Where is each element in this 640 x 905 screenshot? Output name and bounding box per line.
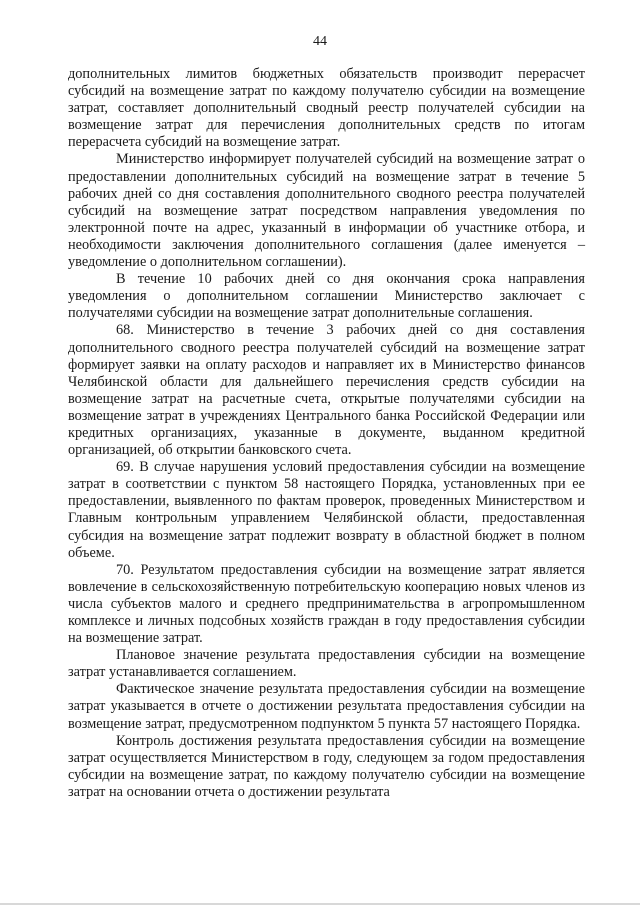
paragraph: Плановое значение результата предоставления субсидии на возмещение затрат устанавливается соглашением. [68,647,585,681]
document-body [68,66,585,801]
paragraph-item-70: 70. Результатом предоставления субсидии на возмещение затрат является вовлечение в сельскохозяйственную потребительскую кооперацию новых членов из числа субъектов малого и среднего предпринимательства в агропромышленном комплексе и личных подсобных хозяйств граждан в году предоставления субсидии на возмещение затрат. [68,561,585,647]
paragraph: Министерство информирует получателей субсидий на возмещение затрат о предоставлении дополнительных субсидий на возмещение затрат в течение 5 рабочих дней со дня составления дополнительного сводного реестра получателей субсидий на возмещение затрат посредством направления уведомления по электронной почте на адрес, указанный в информации об участнике отбора, и необходимости заключения дополнительного соглашения (далее именуется – уведомление о дополнительном соглашении). [68,151,585,271]
page-number: 44 [313,34,327,49]
paragraph-item-68: 68. Министерство в течение 3 рабочих дней со дня составления дополнительного сводного реестра получателей субсидий на возмещение затрат формирует заявки на оплату расходов и направляет их в Министерство финансов Челябинской области для дальнейшего перечисления средств субсидии на возмещение затрат на расчетные счета, открытые получателями субсидии на возмещение затрат в учреждениях Центрального банка Российской Федерации или кредитных организациях, указанные в документе, выданном кредитной организацией, об открытии банковского счета. [68,322,585,459]
paragraph: Контроль достижения результата предоставления субсидии на возмещение затрат осуществляется Министерством в году, следующем за годом предоставления субсидии на возмещение затрат, по каждому получателю субсидии на возмещение затрат на основании отчета о достижении результата [68,732,585,800]
paragraph-item-69: 69. В случае нарушения условий предоставления субсидии на возмещение затрат в соответствии с пунктом 58 настоящего Порядка, установленных при ее предоставлении, выявленного по фактам проверок, проведенных Министерством и Главным контрольным управлением Челябинской области, предоставленная субсидия на возмещение затрат подлежит возврату в областной бюджет в полном объеме. [68,459,585,561]
paragraph: дополнительных лимитов бюджетных обязательств производит перерасчет субсидий на возмещение затрат по каждому получателю субсидии на возмещение затрат, составляет дополнительный сводный реестр получателей субсидии на возмещение затрат для перечисления дополнительных средств по итогам перерасчета субсидий на возмещение затрат. [68,66,585,151]
paragraph: В течение 10 рабочих дней со дня окончания срока направления уведомления о дополнительном соглашении Министерство заключает с получателями субсидии на возмещение затрат дополнительные соглашения. [68,271,585,322]
paragraph: Фактическое значение результата предоставления субсидии на возмещение затрат указывается в отчете о достижении результата предоставления субсидии на возмещение затрат, предусмотренном подпунктом 5 пункта 57 настоящего Порядка. [68,681,585,732]
